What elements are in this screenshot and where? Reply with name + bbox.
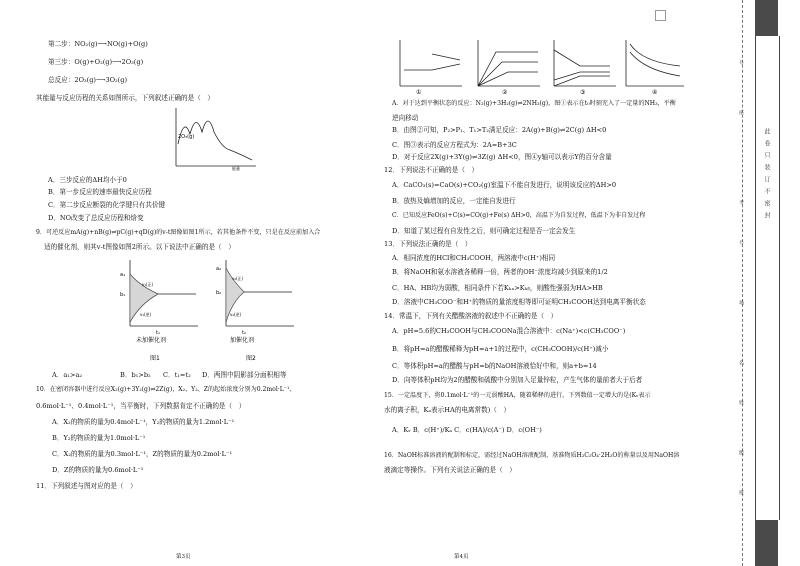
option: B．b₁>b₂ xyxy=(120,371,151,379)
option: A．Kᵥ B．c(H⁺)/Kₐ C．c(HA)/c(A⁻) D．c(OH⁻) xyxy=(392,426,542,434)
energy-axis-label: 能量 xyxy=(232,166,240,171)
svg-text:v₂(逆): v₂(逆) xyxy=(230,312,242,317)
dashed-line xyxy=(742,0,744,566)
line: 其能量与反应历程的关系如图所示，下列叙述正确的是（ ） xyxy=(36,94,215,102)
option: B．由图②可知，P₂>P₁、T₁>T₂满足反应：2A(g)+B(g)⇌2C(g) ΔH<0 xyxy=(392,126,607,134)
svg-text:v₂(正): v₂(正) xyxy=(232,276,244,281)
energy-diagram xyxy=(170,106,260,172)
option: C．第二步反应断裂的化学键只有共价键 xyxy=(48,201,166,209)
graphs-1-4 xyxy=(396,36,686,96)
line: 水的离子积，Kₐ表示HA的电离常数)（ ） xyxy=(384,406,511,414)
option: B．将pH=a的醋酸稀释为pH=a+1的过程中，c(CH₃COOH)/c(H⁺)减小 xyxy=(392,345,609,353)
line: 9．可逆反应mA(g)+nB(g)⇌pC(g)+qD(g)的v-t图像如图1所示，若其他条件不变，只是在反应前加入合 xyxy=(36,229,321,236)
option: A．a₁>a₂ xyxy=(52,371,83,379)
line: 总反应：2O₃(g)⟶3O₂(g) xyxy=(48,76,128,84)
graph-label: ③ xyxy=(580,89,586,96)
vt-graphs xyxy=(118,256,298,366)
seal-mark: 姓 xyxy=(738,400,744,405)
binding-bar-bottom xyxy=(755,520,778,566)
svg-text:t₂: t₂ xyxy=(242,330,246,336)
binding-notice: 此卷只装订不密封 xyxy=(763,128,770,224)
line: 16．NaOH标准溶液的配制和标定，需经过NaOH溶液配制、基准物质H₂C₂O₄·2H₂O的称量以及用NaOH溶 xyxy=(384,452,680,459)
figure1-label: 图1 xyxy=(150,355,160,362)
seal-mark: 名 xyxy=(738,360,744,365)
option: B．将NaOH和氨水溶液各稀释一倍，两者的OH⁻浓度均减少到原来的1/2 xyxy=(392,268,608,276)
binding-strip xyxy=(732,0,800,566)
seal-mark: 班 xyxy=(738,490,744,495)
option: D．两图中阴影部分面积相等 xyxy=(202,371,287,379)
page-4 xyxy=(370,0,730,566)
option: C．HA、HB均为弱酸，相同条件下若Kₕₐ>Kₕᵦ，则酸性强弱为HA>HB xyxy=(392,284,603,292)
svg-text:a₁: a₁ xyxy=(120,272,126,278)
line: 第二步：NO₂(g)⟶NO(g)+O(g) xyxy=(48,40,148,48)
broken-image-icon xyxy=(655,10,666,21)
option: A．相同浓度的HCl和CH₃COOH，两溶液中c(H⁺)相同 xyxy=(392,254,556,262)
graph-label: ④ xyxy=(652,89,658,96)
line: 第三步：O(g)+O₂(g)⟶2O₃(g) xyxy=(48,58,144,66)
option: A．X₂的物质的量为0.4mol·L⁻¹，Y₂的物质的量为1.2mol·L⁻¹ xyxy=(52,418,235,426)
seal-mark: 场 xyxy=(738,300,744,305)
option: A．CaCO₃(s)=CaO(s)+CO₂(g)室温下不能自发进行，说明该反应的ΔH>0 xyxy=(392,181,617,189)
option: B．Y₂的物质的量为1.0mol·L⁻¹ xyxy=(52,434,146,442)
option: A．对于达到平衡状态的反应：N₂(g)+3H₂(g)⇌2NH₃(g)，图①表示在t₀时刻充入了一定量的NH₃，平衡 xyxy=(392,100,676,107)
line: 15．一定温度下，将0.1mol·L⁻¹的一元弱酸HA，随着稀释的进行，下列数值一定增大的是(Kᵥ表示 xyxy=(384,392,651,399)
seal-mark: 号 xyxy=(738,60,744,65)
option: B．放热及熵增加的反应，一定能自发进行 xyxy=(392,197,516,205)
page-number: 第4页 xyxy=(454,554,469,560)
option: D．溶液中CH₃COO⁻和H⁺的物质的量浓度相等即可证明CH₃COOH达到电离平衡状态 xyxy=(392,298,646,306)
option: A．三步反应的ΔH均小于0 xyxy=(48,176,127,184)
option: D．向等体积pH均为2的醋酸和硫酸中分别加入足量锌粒，产生气体的量前者大于后者 xyxy=(392,376,643,384)
option: C．等体积pH=a的醋酸与pH=b的NaOH溶液恰好中和，则a+b=14 xyxy=(392,362,597,370)
option: D．知道了某过程有自发性之后，则可确定过程是否一定会发生 xyxy=(392,227,576,235)
line: 14．常温下，下列有关醋酸溶液的叙述中不正确的是（ ） xyxy=(384,312,558,320)
binding-bar-top xyxy=(755,0,778,36)
option: C．t₁=t₂ xyxy=(163,371,191,379)
line: 11．下列叙述与图对应的是（ ） xyxy=(36,482,137,490)
option: C．已知反应FeO(s)+C(s)=CO(g)+Fe(s) ΔH>0，高温下为自发过程，低温下为非自发过程 xyxy=(392,212,646,219)
figure2-label: 图2 xyxy=(246,355,256,362)
line: 12．下列说法不正确的是（ ） xyxy=(384,166,479,174)
svg-text:2O₃(g): 2O₃(g) xyxy=(178,134,195,140)
line: 0.6mol·L⁻¹、0.4mol·L⁻¹，当平衡时，下列数据肯定不正确的是（ ） xyxy=(36,402,246,410)
option: C．X₂的物质的量为0.3mol·L⁻¹，Z的物质的量为0.2mol·L⁻¹ xyxy=(52,450,233,458)
line: 液滴定等操作。下列有关说法正确的是（ ） xyxy=(384,466,516,474)
svg-text:b₂: b₂ xyxy=(216,290,222,296)
page-number: 第3页 xyxy=(176,554,191,560)
seal-mark: 座 xyxy=(738,110,744,115)
option: 逆向移动 xyxy=(392,114,419,122)
graph-label: ① xyxy=(416,89,422,96)
svg-text:b₁: b₁ xyxy=(120,292,126,298)
svg-text:v₁(正): v₁(正) xyxy=(142,282,154,287)
seal-mark: 级 xyxy=(738,450,744,455)
binding-frame xyxy=(755,36,780,520)
option: D．对于反应2X(g)+3Y(g)⇌3Z(g) ΔH<0，图④y轴可以表示Y的百分含量 xyxy=(392,153,612,161)
graph-label: ② xyxy=(502,89,508,96)
svg-text:t₁: t₁ xyxy=(156,330,160,336)
option: A．pH=5.6的CH₃COOH与CH₃COONa混合溶液中：c(Na⁺)<c(CH₃COO⁻) xyxy=(392,327,626,335)
svg-text:v₁(逆): v₁(逆) xyxy=(140,312,152,317)
option: C．图③表示的反应方程式为：2A=B+3C xyxy=(392,141,517,149)
line: 10．在密闭容器中进行反应X₂(g)+3Y₂(g)⇌2Z(g)，X₂、Y₂、Z的起始浓度分别为0.2mol·L⁻¹、 xyxy=(36,386,296,393)
option: D．Z的物质的量为0.6mol·L⁻¹ xyxy=(52,466,144,474)
page-3 xyxy=(0,0,370,566)
line: 适的催化剂，则其v-t图像如图2所示。以下说法中正确的是（ ） xyxy=(44,243,235,251)
option: B．第一步反应的速率最快反应历程 xyxy=(48,188,152,196)
option: D．NO改变了总反应历程和焓变 xyxy=(48,214,144,222)
figure1-caption: 未加催化剂 xyxy=(136,337,167,344)
figure2-caption: 加催化剂 xyxy=(230,337,255,344)
seal-mark: 考 xyxy=(738,200,744,205)
seal-mark: 号 xyxy=(738,240,744,245)
line: 13．下列说法正确的是（ ） xyxy=(384,240,472,248)
svg-text:a₂: a₂ xyxy=(216,266,222,272)
